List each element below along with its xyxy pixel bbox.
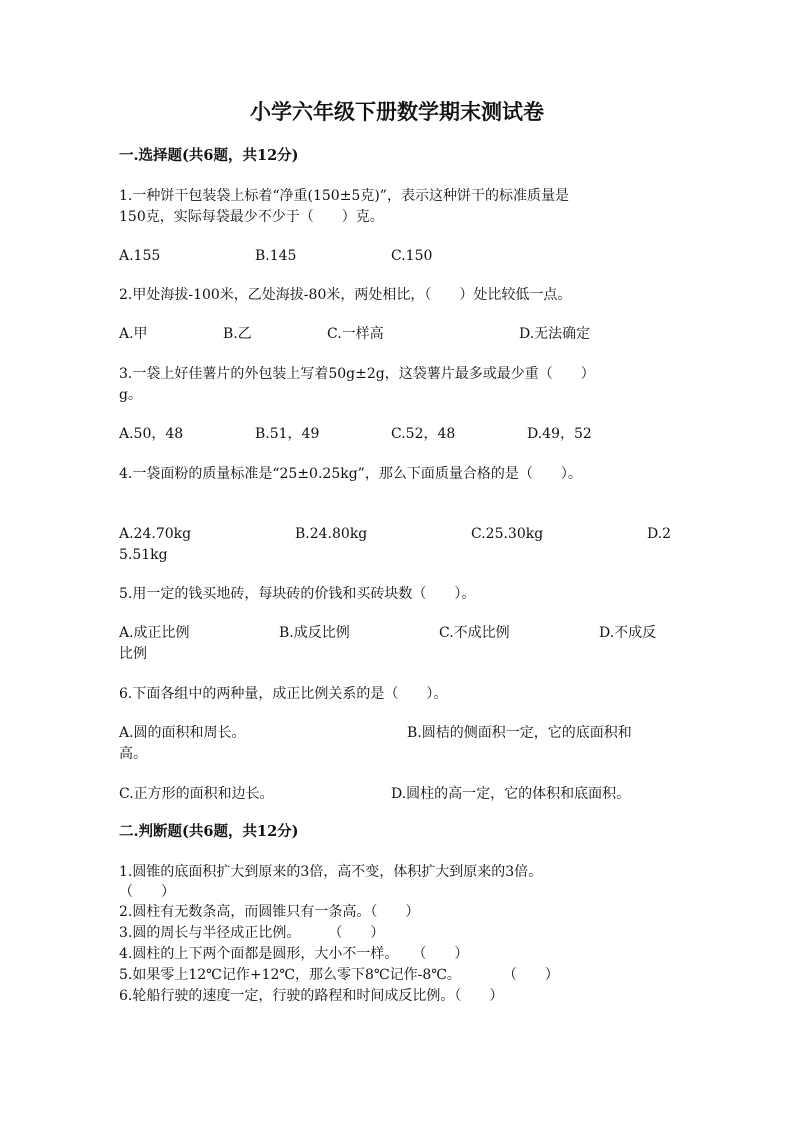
question-6-option-c: C.正方形的面积和边长。 <box>119 786 274 802</box>
question-3-line-2: g。 <box>119 387 142 403</box>
judgement-item-2: 2.圆柱有无数条高，而圆锥只有一条高。（ ） <box>119 904 420 920</box>
question-6-option-a: A.圆的面积和周长。 <box>119 725 246 741</box>
question-1-option-a: A.155 <box>119 248 161 264</box>
question-6-option-b-wrap: 高。 <box>119 746 147 762</box>
question-3-option-a: A.50，48 <box>119 426 184 442</box>
question-4-line-1: 4.一袋面粉的质量标准是“25±0.25kg”，那么下面质量合格的是（ ）。 <box>119 466 582 482</box>
question-3-option-c: C.52，48 <box>391 426 456 442</box>
question-1-option-c: C.150 <box>391 248 433 264</box>
judgement-item-4: 4.圆柱的上下两个面都是圆形，大小不一样。 （ ） <box>119 946 469 962</box>
question-4-option-d-wrap: 5.51kg <box>119 547 168 563</box>
question-5-option-d: D.不成反 <box>599 625 657 641</box>
judgement-item-1: 1.圆锥的底面积扩大到原来的3倍，高不变，体积扩大到原来的3倍。 <box>119 864 543 880</box>
question-6-option-b: B.圆桔的侧面积一定，它的底面积和 <box>407 725 632 741</box>
question-2-option-c: C.一样高 <box>327 326 384 342</box>
question-3-option-d: D.49，52 <box>527 426 592 442</box>
page-title: 小学六年级下册数学期末测试卷 <box>250 99 544 124</box>
question-2-option-d: D.无法确定 <box>519 326 591 342</box>
question-1-line-1: 1.一种饼干包装袋上标着“净重(150±5克)”，表示这种饼干的标准质量是 <box>119 188 569 204</box>
question-5-option-c: C.不成比例 <box>439 625 510 641</box>
question-2-option-b: B.乙 <box>223 326 252 342</box>
question-4-option-c: C.25.30kg <box>471 526 544 542</box>
section-heading-judgement: 二.判断题(共6题，共12分) <box>119 823 299 840</box>
question-2-option-a: A.甲 <box>119 326 148 342</box>
question-3-line-1: 3.一袋上好佳薯片的外包装上写着50g±2g，这袋薯片最多或最少重（ ） <box>119 366 595 382</box>
question-6-option-d: D.圆柱的高一定，它的体积和底面积。 <box>391 786 631 802</box>
question-4-option-d: D.2 <box>647 526 672 542</box>
question-4-option-b: B.24.80kg <box>295 526 368 542</box>
question-6-line-1: 6.下面各组中的两种量，成正比例关系的是（ ）。 <box>119 686 448 702</box>
question-1-option-b: B.145 <box>255 248 297 264</box>
question-4-option-a: A.24.70kg <box>119 526 192 542</box>
section-heading-choice: 一.选择题(共6题，共12分) <box>119 147 299 164</box>
judgement-item-3: 3.圆的周长与半径成正比例。 （ ） <box>119 925 385 941</box>
question-2-line-1: 2.甲处海拔-100米，乙处海拔-80米，两处相比，（ ）处比较低一点。 <box>119 287 572 303</box>
judgement-item-5: 5.如果零上12℃记作+12℃，那么零下8℃记作-8℃。 （ ） <box>119 967 559 983</box>
question-5-option-a: A.成正比例 <box>119 625 190 641</box>
judgement-item-6: 6.轮船行驶的速度一定，行驶的路程和时间成反比例。（ ） <box>119 988 504 1004</box>
judgement-item-1-blank: （ ） <box>119 884 175 900</box>
question-5-option-d-wrap: 比例 <box>119 646 147 662</box>
question-1-line-2: 150克，实际每袋最少不少于（ ）克。 <box>119 209 384 225</box>
question-3-option-b: B.51，49 <box>255 426 320 442</box>
question-5-line-1: 5.用一定的钱买地砖，每块砖的价钱和买砖块数（ ）。 <box>119 586 476 602</box>
question-5-option-b: B.成反比例 <box>279 625 350 641</box>
